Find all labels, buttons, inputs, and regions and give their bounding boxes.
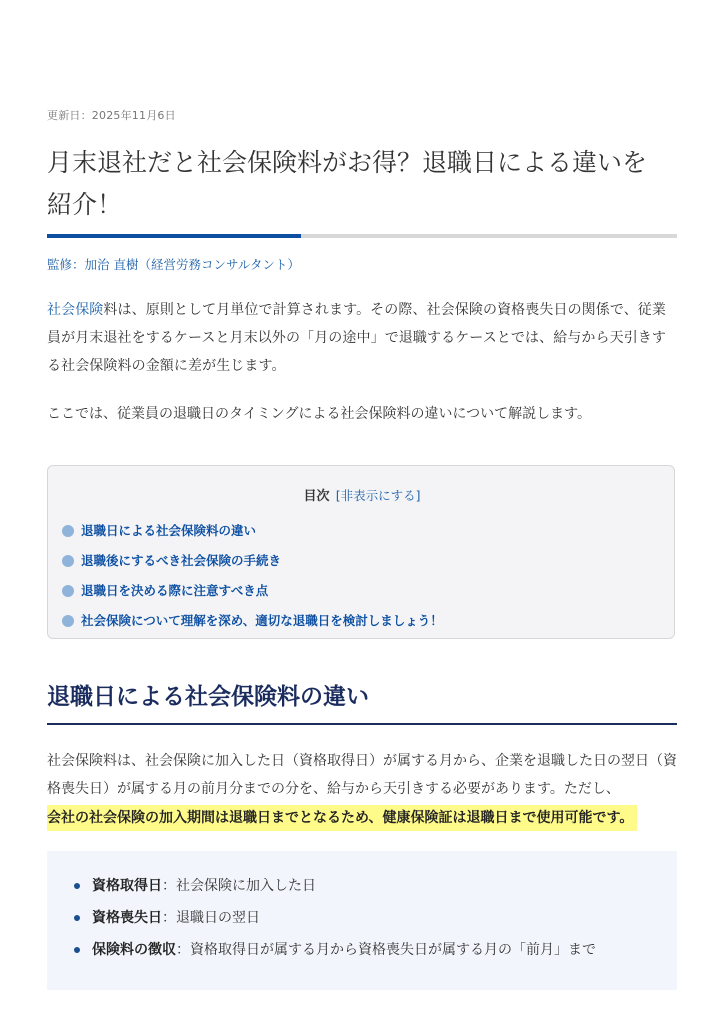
definition-term: 資格喪失日 bbox=[92, 910, 162, 926]
bullet-icon bbox=[74, 883, 80, 889]
intro-paragraph bbox=[47, 296, 677, 380]
toc-bullet-icon bbox=[62, 615, 74, 627]
toc-item[interactable] bbox=[62, 516, 443, 546]
definition-item bbox=[74, 934, 596, 966]
toc-item[interactable] bbox=[62, 576, 443, 606]
section-heading-underline bbox=[47, 723, 677, 725]
definition-item bbox=[74, 870, 596, 902]
definition-desc: ：退職日の翌日 bbox=[162, 910, 260, 926]
definition-desc: ：資格取得日が属する月から資格喪失日が属する月の「前月」まで bbox=[176, 942, 596, 958]
social-insurance-link[interactable]: 社会保険 bbox=[47, 302, 104, 318]
highlighted-text: 会社の社会保険の加入期間は退職日までとなるため、健康保険証は退職日まで使用可能です。 bbox=[47, 805, 637, 831]
toc-item[interactable] bbox=[62, 606, 443, 636]
intro-paragraph-2: ここでは、従業員の退職日のタイミングによる社会保険料の違いについて解説します。 bbox=[47, 406, 592, 422]
page-title-line-2: 紹介！ bbox=[47, 190, 123, 219]
toc-list bbox=[62, 516, 443, 636]
definition-term: 保険料の徴収 bbox=[92, 942, 176, 958]
updated-date: 更新日：2025年11月6日 bbox=[47, 109, 176, 122]
toc-item[interactable] bbox=[62, 546, 443, 576]
section-body-paragraph: 社会保険料は、社会保険に加入した日（資格取得日）が属する月から、企業を退職した日の翌日（資格喪失日）が属する月の前月分までの分を、給与から天引きする必要があります。ただし、 bbox=[47, 753, 677, 797]
intro-text: 料は、原則として月単位で計算されます。その際、社会保険の資格喪失日の関係で、従業員が月末退社をするケースと月末以外の「月の途中」で退職するケースとでは、給与から天引きする社会保険料の金額に差が生じます。 bbox=[47, 302, 667, 374]
definition-list bbox=[74, 870, 596, 966]
toc-item-label: 退職日による社会保険料の違い bbox=[81, 523, 257, 538]
toc-bullet-icon bbox=[62, 525, 74, 537]
title-divider bbox=[47, 234, 677, 238]
toc-item-label: 退職日を決める際に注意すべき点 bbox=[81, 583, 269, 598]
page-title bbox=[47, 142, 677, 226]
toc-title: 目次 bbox=[303, 489, 330, 504]
toc-item-label: 退職後にするべき社会保険の手続き bbox=[81, 553, 282, 568]
table-of-contents bbox=[47, 465, 675, 639]
definition-box bbox=[47, 851, 677, 990]
toc-bullet-icon bbox=[62, 585, 74, 597]
bullet-icon bbox=[74, 947, 80, 953]
bullet-icon bbox=[74, 915, 80, 921]
title-divider-accent bbox=[47, 234, 301, 238]
section-heading: 退職日による社会保険料の違い bbox=[47, 684, 369, 710]
definition-term: 資格取得日 bbox=[92, 878, 162, 894]
toc-header bbox=[48, 485, 676, 504]
toc-bullet-icon bbox=[62, 555, 74, 567]
supervisor-credit: 監修：加治 直樹（経営労務コンサルタント） bbox=[47, 257, 300, 272]
page-title-line-1: 月末退社だと社会保険料がお得？退職日による違いを bbox=[47, 148, 648, 177]
toc-hide-toggle[interactable]: [非表示にする] bbox=[335, 488, 421, 503]
definition-desc: ：社会保険に加入した日 bbox=[162, 878, 316, 894]
toc-item-label: 社会保険について理解を深め、適切な退職日を検討しましょう！ bbox=[81, 613, 443, 628]
definition-item bbox=[74, 902, 596, 934]
